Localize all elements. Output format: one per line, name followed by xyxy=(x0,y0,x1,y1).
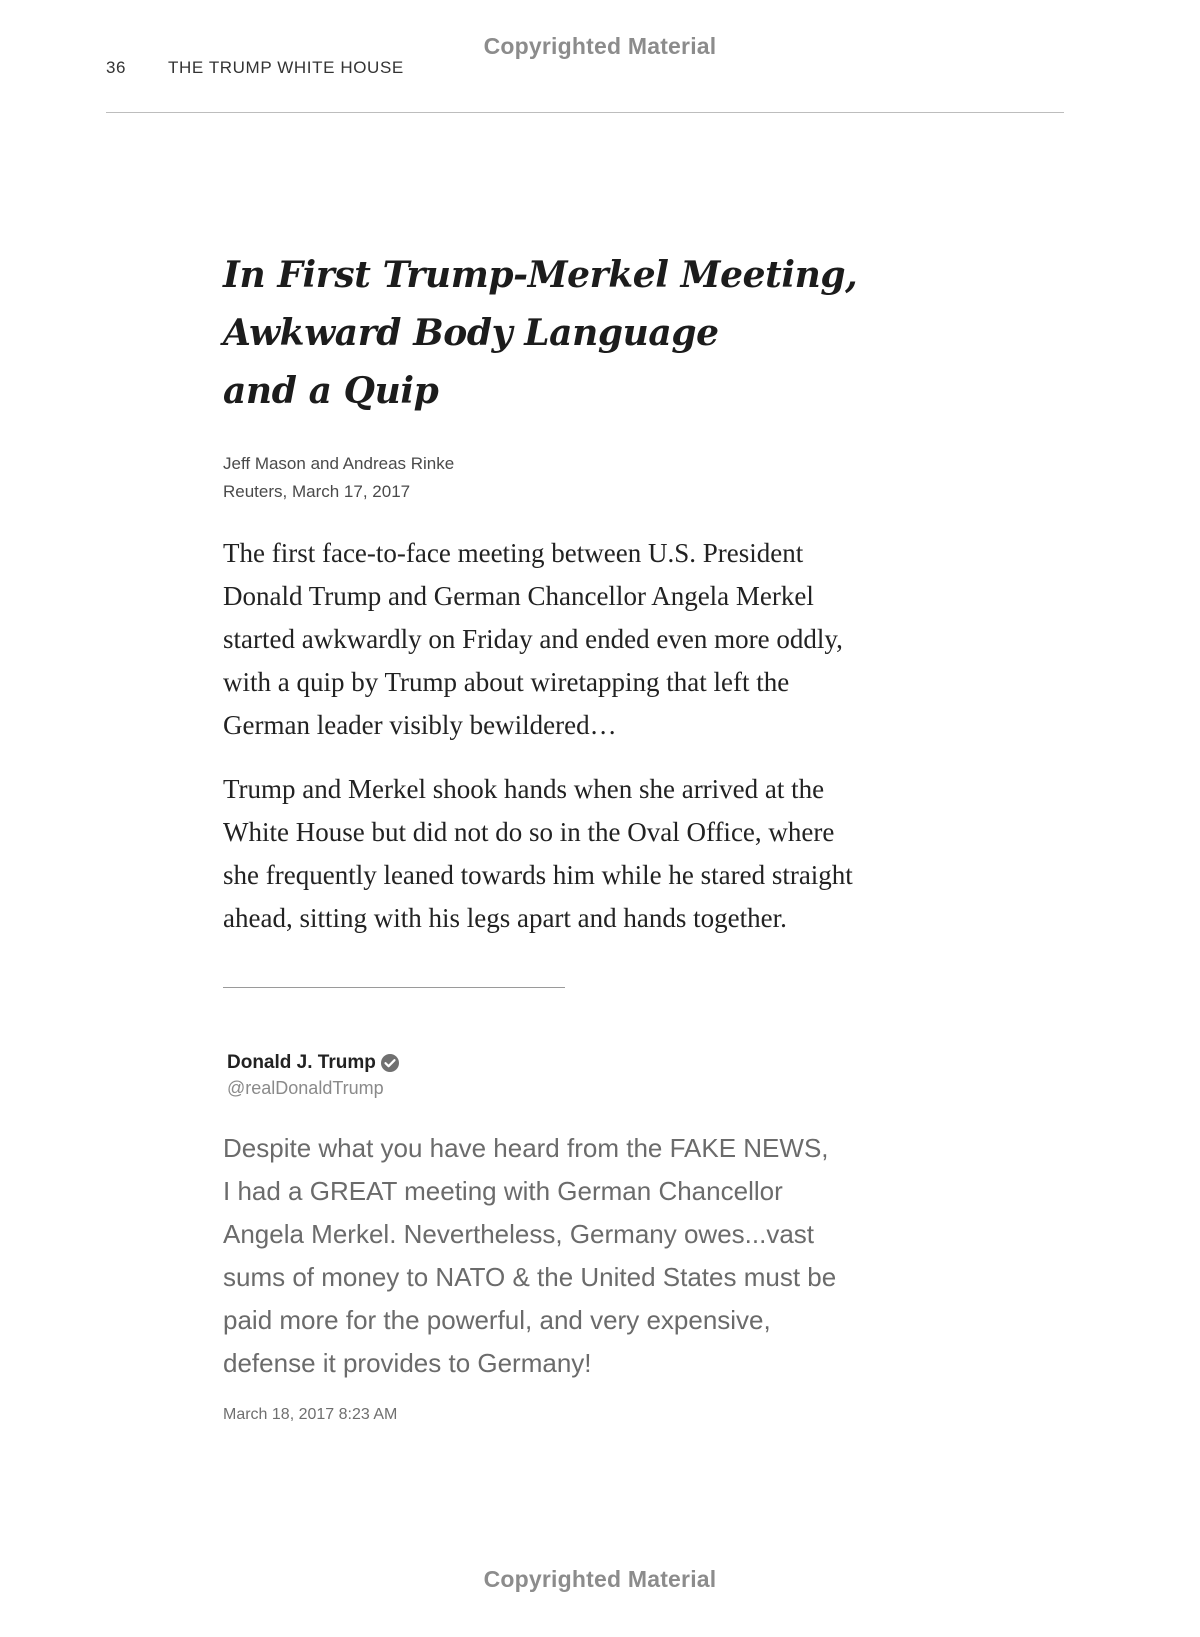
tweet-timestamp: March 18, 2017 8:23 AM xyxy=(223,1406,398,1423)
page-number: 36 xyxy=(106,58,127,77)
article-authors: Jeff Mason and Andreas Rinke xyxy=(223,454,455,473)
header-rule xyxy=(106,112,1064,113)
paragraph-line: The first face-to-face meeting between U.S. President xyxy=(223,538,804,568)
article-excerpt xyxy=(223,246,943,940)
article-source-date: Reuters, March 17, 2017 xyxy=(223,482,411,501)
paragraph-line: ahead, sitting with his legs apart and hands together. xyxy=(223,903,787,933)
tweet-quote xyxy=(223,1052,943,1424)
copyright-watermark-bottom: Copyrighted Material xyxy=(483,1566,717,1592)
paragraph-line: Donald Trump and German Chancellor Angela Merkel xyxy=(223,581,814,611)
tweet-handle: @realDonaldTrump xyxy=(227,1078,384,1098)
running-head xyxy=(106,58,404,78)
article-paragraph-1 xyxy=(223,532,943,747)
tweet-author-row xyxy=(227,1052,943,1074)
verified-badge-icon xyxy=(380,1053,400,1073)
headline-line: In First Trump-Merkel Meeting, xyxy=(223,254,858,296)
paragraph-line: she frequently leaned towards him while he stared straight xyxy=(223,860,853,890)
running-head-title: THE TRUMP WHITE HOUSE xyxy=(168,58,404,77)
copyright-watermark-top: Copyrighted Material xyxy=(483,33,717,59)
paragraph-line: Trump and Merkel shook hands when she arrived at the xyxy=(223,774,825,804)
tweet-line: sums of money to NATO & the United States must be xyxy=(223,1262,837,1292)
tweet-line: I had a GREAT meeting with German Chancellor xyxy=(223,1176,783,1206)
tweet-line: Despite what you have heard from the FAKE NEWS, xyxy=(223,1133,829,1163)
paragraph-line: with a quip by Trump about wiretapping that left the xyxy=(223,667,790,697)
tweet-line: defense it provides to Germany! xyxy=(223,1348,592,1378)
paragraph-line: started awkwardly on Friday and ended even more oddly, xyxy=(223,624,843,654)
tweet-author-name: Donald J. Trump xyxy=(227,1052,376,1073)
paragraph-line: White House but did not do so in the Oval Office, where xyxy=(223,817,835,847)
article-paragraph-2 xyxy=(223,768,943,940)
tweet-line: paid more for the powerful, and very expensive, xyxy=(223,1305,771,1335)
paragraph-line: German leader visibly bewildered… xyxy=(223,710,617,740)
article-headline xyxy=(223,246,943,420)
tweet-text xyxy=(223,1127,943,1385)
headline-line: Awkward Body Language xyxy=(223,312,719,354)
section-divider xyxy=(223,987,565,988)
headline-line: and a Quip xyxy=(223,370,439,412)
byline xyxy=(223,450,943,506)
tweet-line: Angela Merkel. Nevertheless, Germany owes...vast xyxy=(223,1219,815,1249)
